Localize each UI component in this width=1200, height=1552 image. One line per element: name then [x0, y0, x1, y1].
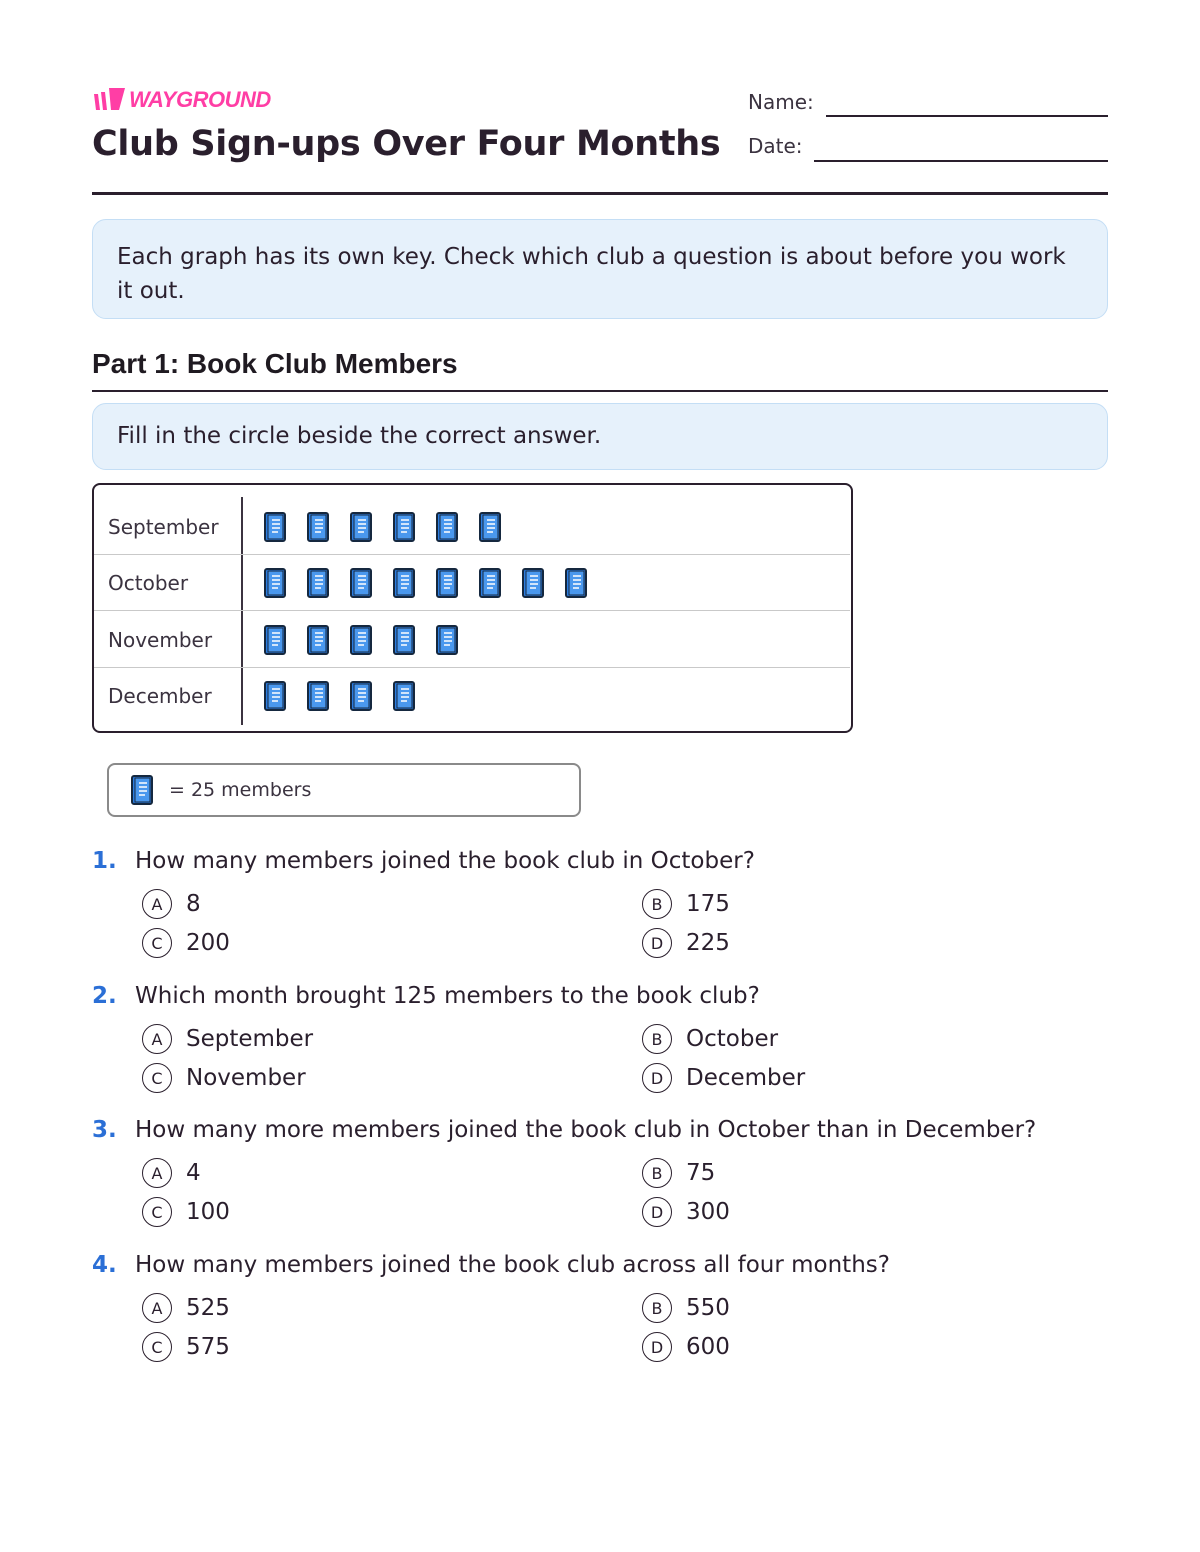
- book-icon: [307, 625, 329, 655]
- answer-bubble[interactable]: C: [142, 1063, 172, 1093]
- answer-text: September: [186, 1026, 314, 1052]
- answer-bubble[interactable]: D: [642, 928, 672, 958]
- key-text: = 25 members: [169, 779, 312, 801]
- answer-option[interactable]: [642, 1197, 730, 1227]
- question-number: 4.: [92, 1252, 117, 1278]
- pictograph-row-label: October: [108, 570, 189, 595]
- book-icon: [350, 568, 372, 598]
- pictograph-row: [94, 612, 850, 668]
- date-field[interactable]: [814, 160, 1108, 162]
- answer-bubble[interactable]: A: [142, 1293, 172, 1323]
- brand-name: WAYGROUND: [129, 87, 271, 112]
- answer-bubble[interactable]: B: [642, 1293, 672, 1323]
- answer-text: 8: [186, 891, 201, 917]
- book-icon: [264, 625, 286, 655]
- answer-bubble[interactable]: A: [142, 1158, 172, 1188]
- answer-option[interactable]: [142, 889, 201, 919]
- answer-option[interactable]: [142, 1024, 313, 1054]
- pictograph-row-label: September: [108, 514, 219, 539]
- answer-text: 525: [186, 1295, 230, 1321]
- answer-bubble[interactable]: A: [142, 1024, 172, 1054]
- question: [92, 1117, 1108, 1237]
- pictograph-row-label: November: [108, 627, 213, 652]
- answer-option[interactable]: [642, 1158, 715, 1188]
- book-icon: [436, 512, 458, 542]
- question-text: Which month brought 125 members to the book club?: [135, 983, 760, 1009]
- name-label: Name:: [748, 90, 814, 114]
- book-icon: [307, 512, 329, 542]
- book-icon: [350, 512, 372, 542]
- answer-text: 550: [686, 1295, 730, 1321]
- pictograph-icons: [242, 568, 608, 598]
- answer-text: 100: [186, 1199, 230, 1225]
- wayground-logo-icon: [92, 88, 126, 112]
- question-text: How many members joined the book club across all four months?: [135, 1252, 890, 1278]
- question-number: 1.: [92, 848, 117, 874]
- pictograph: [92, 483, 853, 733]
- book-icon: [565, 568, 587, 598]
- answer-option[interactable]: [642, 1024, 778, 1054]
- answer-bubble[interactable]: D: [642, 1063, 672, 1093]
- question-text: How many more members joined the book club in October than in December?: [135, 1117, 1037, 1143]
- answer-option[interactable]: [642, 1293, 730, 1323]
- header-divider: [92, 192, 1108, 195]
- answer-option[interactable]: [142, 1332, 230, 1362]
- book-icon: [350, 625, 372, 655]
- book-icon: [131, 775, 153, 805]
- book-icon: [350, 681, 372, 711]
- answer-option[interactable]: [142, 1197, 230, 1227]
- brand-logo: [92, 86, 271, 114]
- book-icon: [436, 568, 458, 598]
- book-icon: [264, 681, 286, 711]
- book-icon: [393, 681, 415, 711]
- answer-option[interactable]: [642, 889, 730, 919]
- answer-option[interactable]: [642, 1063, 805, 1093]
- name-field[interactable]: [826, 115, 1108, 117]
- question: [92, 1252, 1108, 1372]
- pictograph-key: [107, 763, 581, 817]
- answer-text: December: [686, 1065, 806, 1091]
- date-label: Date:: [748, 134, 803, 158]
- book-icon: [479, 512, 501, 542]
- answer-text: 600: [686, 1334, 730, 1360]
- question: [92, 983, 1108, 1103]
- pictograph-row: [94, 555, 850, 611]
- answer-bubble[interactable]: B: [642, 889, 672, 919]
- part1-heading: Part 1: Book Club Members: [92, 348, 458, 379]
- page-title: Club Sign-ups Over Four Months: [92, 124, 721, 164]
- answer-text: November: [186, 1065, 306, 1091]
- intro-note-text: Each graph has its own key. Check which club a question is about before you work it out.: [117, 244, 1066, 304]
- book-icon: [264, 512, 286, 542]
- pictograph-icons: [242, 681, 436, 711]
- intro-note: [92, 219, 1108, 319]
- pictograph-icons: [242, 512, 522, 542]
- instruction-text: Fill in the circle beside the correct answer.: [117, 423, 602, 449]
- answer-text: 575: [186, 1334, 230, 1360]
- answer-text: 300: [686, 1199, 730, 1225]
- question-number: 2.: [92, 983, 117, 1009]
- answer-text: October: [686, 1026, 779, 1052]
- pictograph-row: [94, 668, 850, 724]
- book-icon: [264, 568, 286, 598]
- book-icon: [436, 625, 458, 655]
- answer-option[interactable]: [142, 1293, 230, 1323]
- answer-bubble[interactable]: D: [642, 1197, 672, 1227]
- answer-bubble[interactable]: D: [642, 1332, 672, 1362]
- answer-text: 75: [686, 1160, 716, 1186]
- answer-option[interactable]: [142, 1063, 306, 1093]
- answer-option[interactable]: [642, 928, 730, 958]
- section-divider: [92, 390, 1108, 392]
- answer-text: 200: [186, 930, 230, 956]
- answer-text: 175: [686, 891, 730, 917]
- book-icon: [393, 512, 415, 542]
- book-icon: [393, 625, 415, 655]
- answer-bubble[interactable]: A: [142, 889, 172, 919]
- answer-bubble[interactable]: B: [642, 1158, 672, 1188]
- question-number: 3.: [92, 1117, 117, 1143]
- answer-option[interactable]: [642, 1332, 730, 1362]
- book-icon: [522, 568, 544, 598]
- pictograph-row-label: December: [108, 684, 212, 708]
- answer-option[interactable]: [142, 1158, 201, 1188]
- book-icon: [479, 568, 501, 598]
- answer-text: 4: [186, 1160, 201, 1186]
- answer-bubble[interactable]: C: [142, 928, 172, 958]
- answer-bubble[interactable]: B: [642, 1024, 672, 1054]
- pictograph-row: [94, 499, 850, 555]
- answer-bubble[interactable]: C: [142, 1332, 172, 1362]
- answer-option[interactable]: [142, 928, 230, 958]
- pictograph-icons: [242, 625, 479, 655]
- instruction-note: [92, 403, 1108, 470]
- answer-text: 225: [686, 930, 730, 956]
- book-icon: [307, 681, 329, 711]
- book-icon: [307, 568, 329, 598]
- answer-bubble[interactable]: C: [142, 1197, 172, 1227]
- question: [92, 848, 1108, 968]
- question-text: How many members joined the book club in October?: [135, 848, 755, 874]
- book-icon: [393, 568, 415, 598]
